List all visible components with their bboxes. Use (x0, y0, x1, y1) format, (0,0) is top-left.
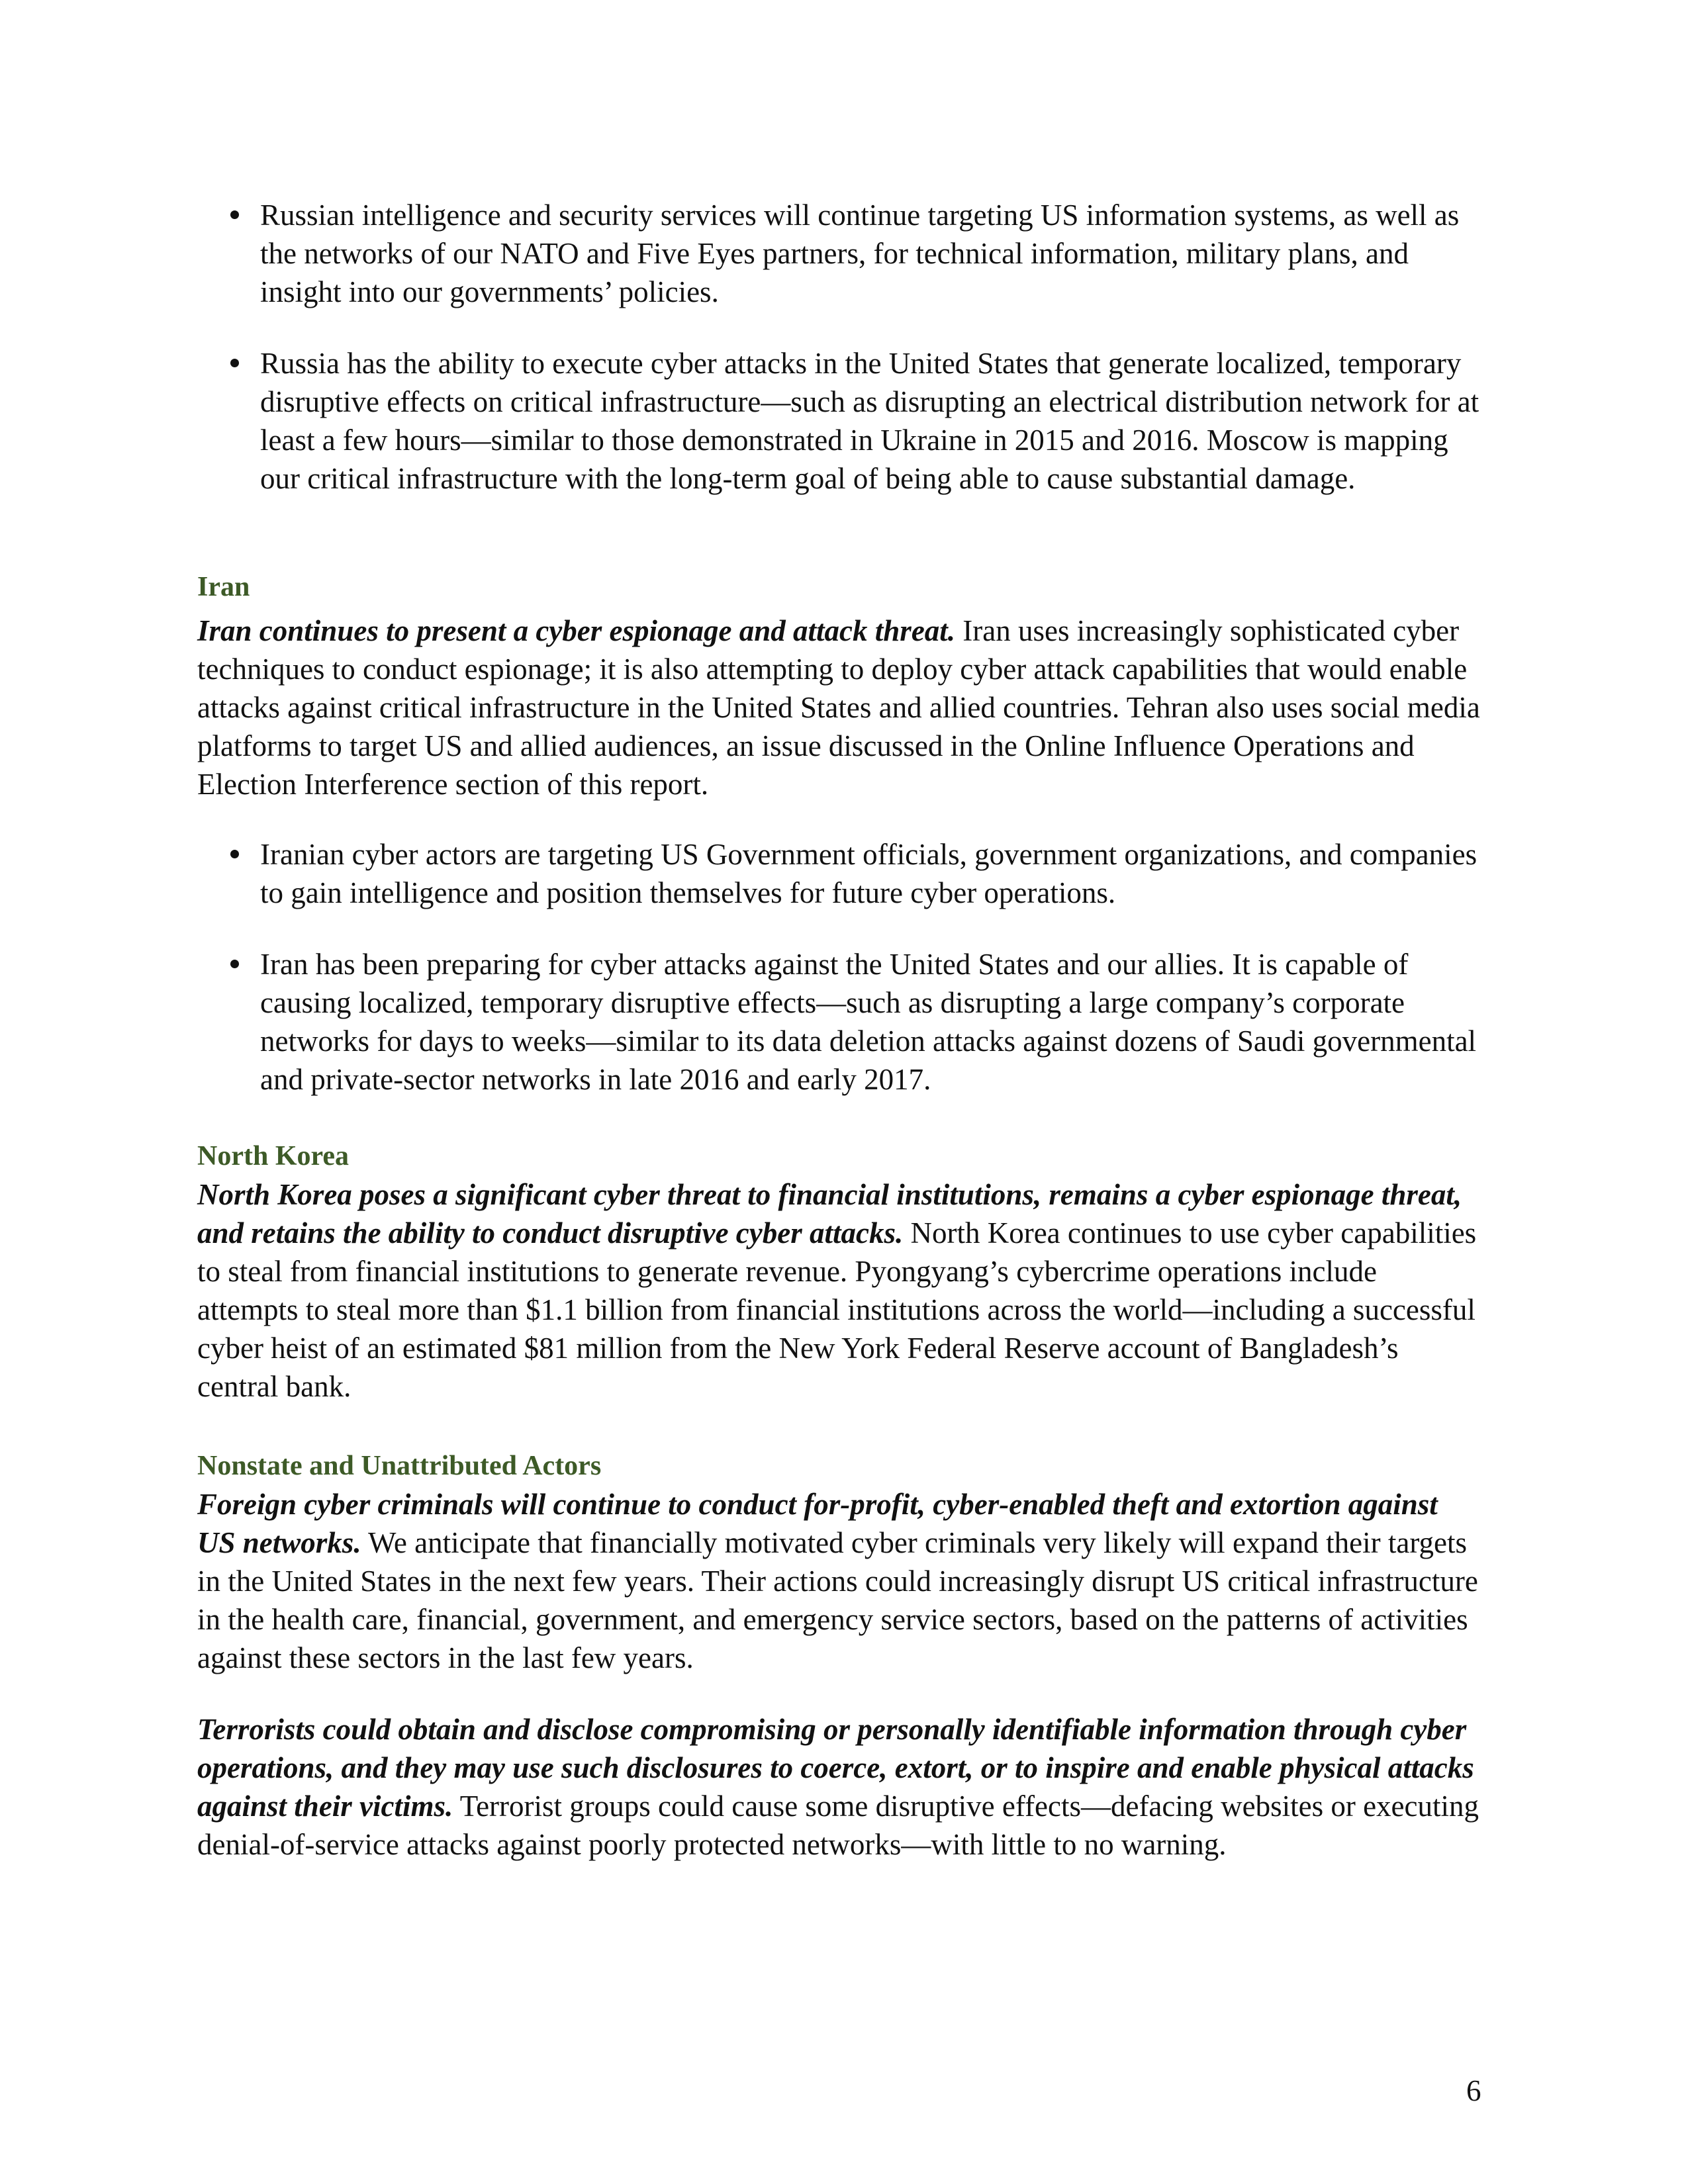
section-heading-north-korea: North Korea (197, 1141, 350, 1171)
paragraph-body: We anticipate that financially motivated cyber criminals very likely will expand their targets in the United States in the next few years. Their actions could increasingly disrupt US critical infrastructure in the health care, financial, government, and emergency service sectors, based on the patterns of activities against these sectors in the last few years. (197, 1526, 1478, 1674)
nonstate-paragraph-criminals (197, 1485, 1481, 1677)
lead-sentence: Iran continues to present a cyber espionage and attack threat. (197, 614, 956, 647)
russia-bullet-list (197, 196, 1481, 498)
bullet-icon (230, 210, 239, 219)
bullet-text: Iran has been preparing for cyber attacks against the United States and our allies. It is capable of causing localized, temporary disruptive effects—such as disrupting a large company’s corporate networks for days to weeks—similar to its data deletion attacks against dozens of Saudi governmental and private-sector networks in late 2016 and early 2017. (260, 948, 1477, 1096)
list-item (197, 196, 1481, 311)
section-heading-nonstate: Nonstate and Unattributed Actors (197, 1451, 602, 1481)
bullet-icon (230, 359, 239, 367)
iran-bullet-list (197, 835, 1481, 1099)
paragraph-body: Iran uses increasingly sophisticated cyber techniques to conduct espionage; it is also attempting to deploy cyber attack capabilities that would enable attacks against critical infrastructure in the United States and allied countries. Tehran also uses social media platforms to target US and allied audiences, an issue discussed in the Online Influence Operations and Election Interference section of this report. (197, 614, 1480, 801)
north-korea-section (197, 1137, 1481, 1406)
bullet-icon (230, 850, 239, 858)
lead-sentence: Terrorists could obtain and disclose compromising or personally identifiable information through cyber operations, and they may use such disclosures to coerce, extort, or to inspire and enable physical attacks against their victims. (197, 1713, 1474, 1823)
north-korea-paragraph (197, 1175, 1481, 1406)
nonstate-section (197, 1447, 1481, 1864)
bullet-text: Russia has the ability to execute cyber attacks in the United States that generate localized, temporary disruptive effects on critical infrastructure—such as disrupting an electrical distribution network for at least a few hours—similar to those demonstrated in Ukraine in 2015 and 2016. Moscow is mapping our critical infrastructure with the long-term goal of being able to cause substantial damage. (260, 347, 1479, 495)
nonstate-paragraph-terrorists (197, 1710, 1481, 1864)
list-item (197, 835, 1481, 912)
list-item (197, 344, 1481, 498)
paragraph-body: Terrorist groups could cause some disruptive effects—defacing websites or executing denial-of-service attacks against poorly protected networks—with little to no warning. (197, 1790, 1479, 1861)
lead-sentence: Foreign cyber criminals will continue to conduct for-profit, cyber-enabled theft and extortion against US networks. (197, 1488, 1438, 1559)
list-item (197, 945, 1481, 1099)
russia-section (197, 196, 1481, 498)
bullet-icon (230, 960, 239, 968)
paragraph-body: North Korea continues to use cyber capabilities to steal from financial institutions to generate revenue. Pyongyang’s cybercrime operations include attempts to steal more than $1.1 billion from financial institutions across the world—including a successful cyber heist of an estimated $81 million from the New York Federal Reserve account of Bangladesh’s central bank. (197, 1216, 1477, 1403)
iran-paragraph (197, 612, 1481, 803)
section-heading-iran: Iran (197, 572, 250, 602)
page-number: 6 (1466, 2074, 1481, 2107)
lead-sentence: North Korea poses a significant cyber threat to financial institutions, remains a cyber espionage threat, and retains the ability to conduct disruptive cyber attacks. (197, 1178, 1462, 1250)
bullet-text: Russian intelligence and security services will continue targeting US information systems, as well as the networks of our NATO and Five Eyes partners, for technical information, military plans, and insight into our governments’ policies. (260, 199, 1460, 308)
bullet-text: Iranian cyber actors are targeting US Government officials, government organizations, and companies to gain intelligence and position themselves for future cyber operations. (260, 838, 1477, 909)
iran-section (197, 568, 1481, 1099)
